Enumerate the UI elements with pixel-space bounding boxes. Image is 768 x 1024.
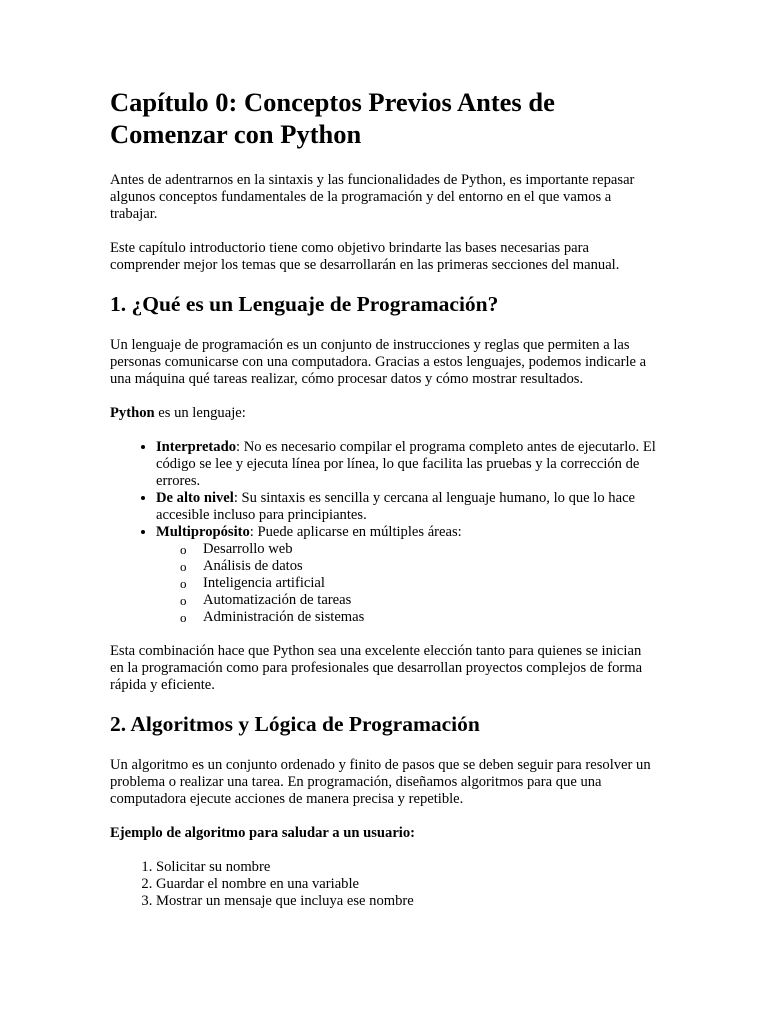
feature-list [110,439,658,626]
section-1-paragraph: Un lenguaje de programación es un conjunto de instrucciones y reglas que permiten a las personas comunicarse con una computadora. Gracias a estos lenguajes, podemos indicarle a una máquina qué tareas realizar, cómo procesar datos y cómo mostrar resultados. [110,337,647,387]
intro-paragraph-1: Antes de adentrarnos en la sintaxis y las funcionalidades de Python, es importante repasar algunos conceptos fundamentales de la programación y del entorno en el que vamos a trabajar. [110,172,635,222]
feature-term: De alto nivel [156,490,234,506]
feature-item-alto-nivel [156,490,658,524]
feature-text: : No es necesario compilar el programa completo antes de ejecutarlo. El código se lee y ejecuta línea por línea, lo que facilita las pruebas y la corrección de errores. [156,439,656,489]
python-lead-rest: es un lenguaje: [154,405,246,421]
area-item: o Administración de sistemas [203,609,658,626]
section-1-closing: Esta combinación hace que Python sea una excelente elección tanto para quienes se inician en la programación como para profesionales que desarrollan proyectos complejos de forma rápida y eficiente. [110,643,643,693]
step-item: 1. Solicitar su nombre [156,859,658,876]
area-item: o Automatización de tareas [203,592,658,609]
document-page [110,86,658,927]
algorithm-steps [110,859,658,910]
feature-item-interpretado [156,439,658,490]
example-label-text: Ejemplo de algoritmo para saludar a un usuario: [110,825,416,841]
area-list [156,541,658,626]
step-item: 2. Guardar el nombre en una variable [156,876,658,893]
section-2-heading: 2. Algoritmos y Lógica de Programación [110,712,480,736]
example-label [110,825,658,842]
python-lead [110,405,658,422]
feature-term: Interpretado [156,439,236,455]
feature-item-multiproposito [156,524,658,626]
intro-paragraph-2: Este capítulo introductorio tiene como objetivo brindarte las bases necesarias para comprender mejor los temas que se desarrollarán en las primeras secciones del manual. [110,240,620,273]
python-lead-term: Python [110,405,155,421]
step-item: 3. Mostrar un mensaje que incluya ese nombre [156,893,658,910]
section-2-paragraph: Un algoritmo es un conjunto ordenado y finito de pasos que se deben seguir para resolver un problema o realizar una tarea. En programación, diseñamos algoritmos para que una computadora ejecute acciones de manera precisa y repetible. [110,757,651,807]
feature-term: Multipropósito [156,524,250,540]
feature-text: : Su sintaxis es sencilla y cercana al lenguaje humano, lo que lo hace accesible incluso para principiantes. [156,490,636,523]
area-item: o Desarrollo web [203,541,658,558]
chapter-title: Capítulo 0: Conceptos Previos Antes de Comenzar con Python [110,87,555,149]
feature-text: : Puede aplicarse en múltiples áreas: [249,524,462,540]
section-1-heading: 1. ¿Qué es un Lenguaje de Programación? [110,292,499,316]
area-item: o Inteligencia artificial [203,575,658,592]
area-item: o Análisis de datos [203,558,658,575]
